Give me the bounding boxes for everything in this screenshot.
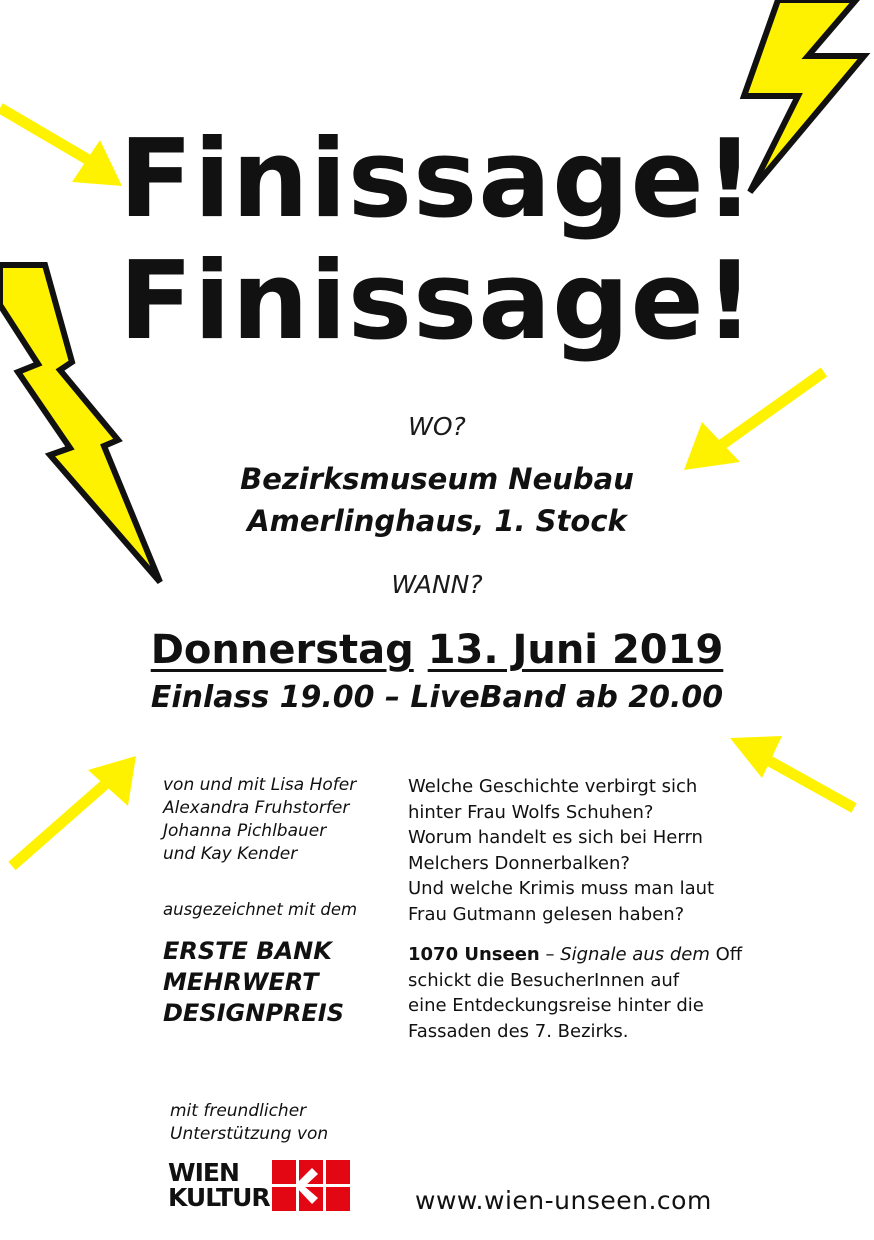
where-label: WO?: [408, 412, 466, 441]
question-line: Worum handelt es sich bei Herrn: [408, 827, 703, 848]
credits-line: von und mit Lisa Hofer: [163, 775, 357, 795]
award-line: DESIGNPREIS: [163, 999, 344, 1027]
logo-mark-icon: [272, 1160, 352, 1212]
question-line: Welche Geschichte verbirgt sich: [408, 776, 698, 797]
project-line: schickt die BesucherInnen auf: [408, 969, 680, 991]
event-times: Einlass 19.00 – LiveBand ab 20.00: [150, 680, 724, 715]
logo-line-2: KULTUR: [168, 1183, 270, 1212]
credits-line: Alexandra Fruhstorfer: [163, 798, 350, 818]
project-line: eine Entdeckungsreise hinter die: [408, 995, 704, 1016]
venue-line-2: Amerlinghaus, 1. Stock: [247, 504, 627, 538]
date-full: 13. Juni 2019: [427, 627, 724, 673]
support-note: [170, 1100, 328, 1146]
questions: [408, 774, 848, 927]
project-name: 1070 Unseen: [408, 944, 540, 965]
title-line-1: Finissage!: [119, 117, 755, 242]
award-line: MEHRWERT: [163, 968, 319, 996]
website-url[interactable]: www.wien-unseen.com: [415, 1186, 712, 1215]
project-description: [408, 942, 848, 1044]
question-line: Und welche Krimis muss man laut: [408, 878, 715, 899]
wien-kultur-logo: [168, 1160, 352, 1212]
venue-line-1: Bezirksmuseum Neubau: [240, 462, 634, 496]
logo-wordmark: [168, 1160, 270, 1210]
support-line: mit freundlicher: [170, 1101, 307, 1121]
award-name: [163, 936, 344, 1029]
question-line: Melchers Donnerbalken?: [408, 852, 630, 874]
logo-line-1: WIEN: [168, 1158, 239, 1187]
support-line: Unterstützung von: [170, 1124, 329, 1144]
event-date: [0, 627, 874, 673]
project-subtitle-end: Off: [715, 944, 743, 965]
venue: [0, 458, 874, 542]
when-label: WANN?: [391, 570, 483, 599]
project-headline: 1070 Unseen – Signale aus dem Off: [408, 944, 743, 965]
project-subtitle: Signale aus dem: [560, 944, 710, 965]
award-intro: ausgezeichnet mit dem: [163, 900, 358, 919]
project-line: Fassaden des 7. Bezirks.: [408, 1020, 629, 1042]
date-day: Donnerstag: [150, 627, 414, 673]
arrow-icon: [12, 756, 136, 866]
credits-line: und Kay Kender: [163, 844, 298, 864]
credits-line: Johanna Pichlbauer: [163, 821, 327, 841]
award-line: ERSTE BANK: [163, 937, 332, 965]
title-line-2: Finissage!: [119, 239, 755, 364]
question-line: Frau Gutmann gelesen haben?: [408, 903, 685, 925]
question-line: hinter Frau Wolfs Schuhen?: [408, 801, 654, 823]
credits: [163, 774, 356, 866]
